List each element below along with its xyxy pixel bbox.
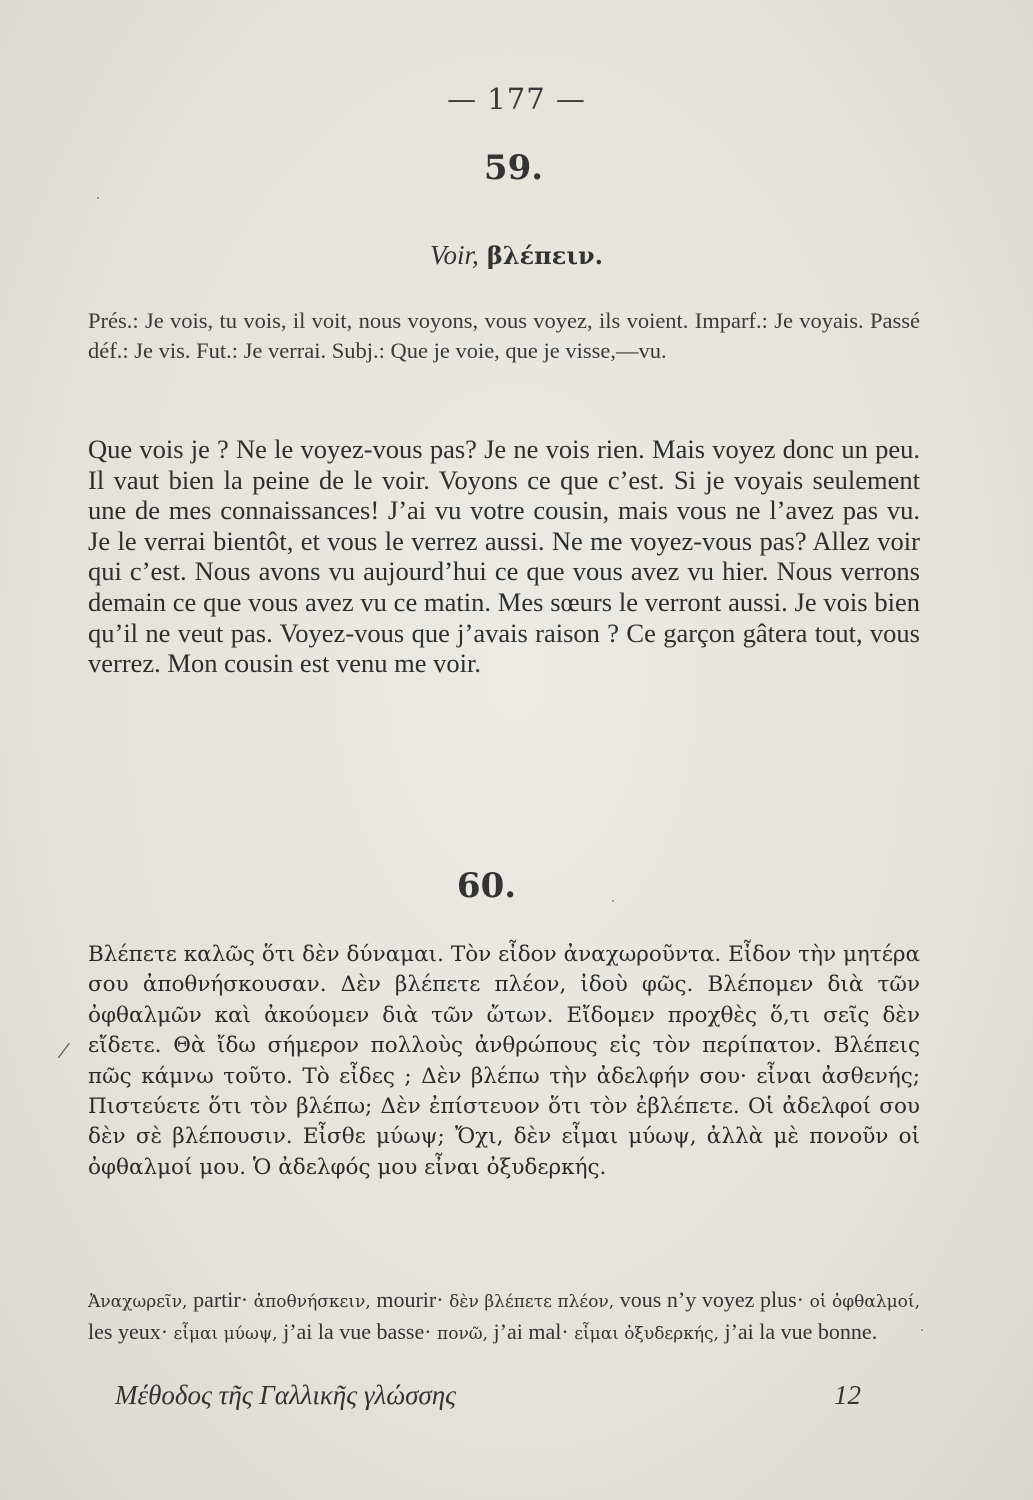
note-greek-term: ἀποθνήσκειν, [253,1292,371,1312]
greek-exercise-paragraph: Βλέπετε καλῶς ὅτι δὲν δύναμαι. Τὸν εἶδον ἀναχωροῦντα. Εἶδον τὴν μητέρα σου ἀποθνήσκουσαν. Δὲν βλέπετε πλέον, ἰδοὺ φῶς. Βλέπομεν διὰ τῶν ὀφθαλμῶν καὶ ἀκούομεν διὰ τῶν ὤτων. Εἴδομεν προχθὲς ὅ,τι σεῖς δὲν εἴδετε. Θὰ ἴδω σήμερον πολλοὺς ἀνθρώπους εἰς τὸν περίπατον. Βλέπεις πῶς κάμνω τοῦτο. Τὸ εἶδες ; Δὲν βλέπω τὴν ἀδελφήν σου· εἶναι ἀσθενής; Πιστεύετε ὅτι τὸν βλέπω; Δὲν ἐπίστευον ὅτι τὸν ἐβλέπετε. Οἱ ἀδελφοί σου δὲν σὲ βλέπουσιν. Εἶσθε μύωψ; Ὄχι, δὲν εἶμαι μύωψ, ἀλλὰ μὲ πονοῦν οἱ ὀφθαλμοί μου. Ὁ ἀδελφός μου εἶναι ὀξυδερκής. [88,942,920,1180]
lesson-title [0,240,1033,271]
note-greek-term: οἱ ὀφθαλμοί, [809,1292,920,1312]
note-greek-term: πονῶ, [437,1324,489,1344]
note-greek-term: Ἀναχωρεῖν, [88,1292,188,1312]
note-french-gloss: partir· [187,1287,254,1312]
note-french-gloss: j’ai la vue bonne. [718,1319,878,1344]
signature-mark: 12 [834,1380,861,1410]
note-french-gloss: vous n’y voyez plus· [614,1287,810,1312]
running-footer [115,1380,875,1411]
note-greek-term: δὲν βλέπετε πλέον, [449,1292,615,1312]
note-french-gloss: j’ai la vue basse· [277,1319,438,1344]
note-greek-term: εἶμαι μύωψ, [173,1324,278,1344]
section-number-60: 60. [456,866,517,906]
paper-speck [612,900,614,902]
lesson-title-greek: βλέπειν. [486,241,603,270]
note-greek-term: εἶμαι ὀξυδερκής, [574,1324,719,1344]
french-exercise-paragraph: Que vois je ? Ne le voyez-vous pas? Je ne vois rien. Mais voyez donc un peu. Il vaut bien la peine de le voir. Voyons ce que c’est. Si je voyais seulement une de mes connaissances! J’ai vu votre cousin, mais vous ne l’avez pas vu. Je le verrai bientôt, et vous le verrez aussi. Ne me voyez-vous pas? Allez voir qui c’est. Nous avons vu aujourd’hui ce que vous avez vu hier. Nous verrons demain ce que vous avez vu ce matin. Mes sœurs le verront aussi. Je vois bien qu’il ne veut pas. Voyez-vous que j’avais raison ? Ce garçon gâtera tout, vous verrez. Mon cousin est venu me voir. [88,434,920,679]
section-number-59: 59. [483,148,544,188]
margin-pencil-mark: / [55,1035,72,1066]
lesson-title-french: Voir, [430,240,479,270]
book-title-footer: Μέθοδος τῆς Γαλλικῆς γλώσσης [115,1380,457,1410]
paper-speck [97,197,99,199]
page-number: — 177 — [447,82,586,116]
note-french-gloss: les yeux· [88,1319,174,1344]
note-french-gloss: mourir· [370,1287,450,1312]
note-french-gloss: j’ai mal· [488,1319,575,1344]
vocabulary-notes [88,1285,920,1349]
paper-speck [921,1329,923,1331]
conjugation-paragraph: Prés.: Je vois, tu vois, il voit, nous voyons, vous voyez, ils voient. Imparf.: Je voyais. Passé déf.: Je vis. Fut.: Je verrai. Subj.: Que je voie, que je visse,—vu. [88,308,920,363]
